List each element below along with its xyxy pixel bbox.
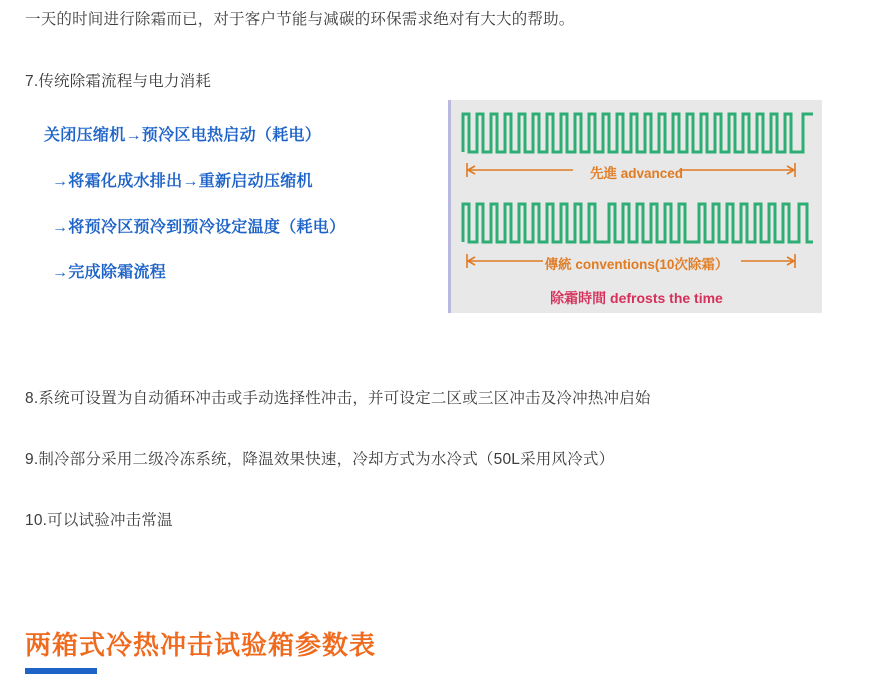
figure-label-defrost-time: 除霜時間 defrosts the time — [550, 290, 723, 306]
flow-step-4: →完成除霜流程 — [52, 264, 167, 282]
flow-step-3: →将预冷区预冷到预冷设定温度（耗电） — [52, 218, 346, 236]
intro-paragraph: 一天的时间进行除霜而已，对于客户节能与减碳的环保需求绝对有大大的帮助。 — [25, 11, 575, 28]
item10-paragraph: 10.可以试验冲击常温 — [25, 512, 173, 529]
flow-step-1: 关闭压缩机→预冷区电热启动（耗电） — [44, 127, 322, 144]
item8-paragraph: 8.系统可设置为自动循环冲击或手动选择性冲击，并可设定二区或三区冲击及冷冲热冲启始 — [25, 390, 651, 407]
figure-label-conventions: 傳統 conventions(10次除霜） — [544, 257, 729, 272]
figure-label-advanced: 先進 advanced — [589, 166, 684, 181]
item7-title: 7.传统除霜流程与电力消耗 — [25, 73, 212, 90]
heading-underline — [25, 668, 97, 674]
defrost-waveform-graphic — [451, 100, 822, 313]
defrost-flow-list — [44, 124, 444, 307]
section-heading: 两箱式冷热冲击试验箱参数表 — [25, 630, 377, 660]
flow-step-2: →将霜化成水排出→重新启动压缩机 — [52, 172, 313, 190]
item9-paragraph: 9.制冷部分采用二级冷冻系统，降温效果快速，冷却方式为水冷式（50L采用风冷式） — [25, 451, 615, 468]
defrost-comparison-figure — [448, 100, 822, 313]
